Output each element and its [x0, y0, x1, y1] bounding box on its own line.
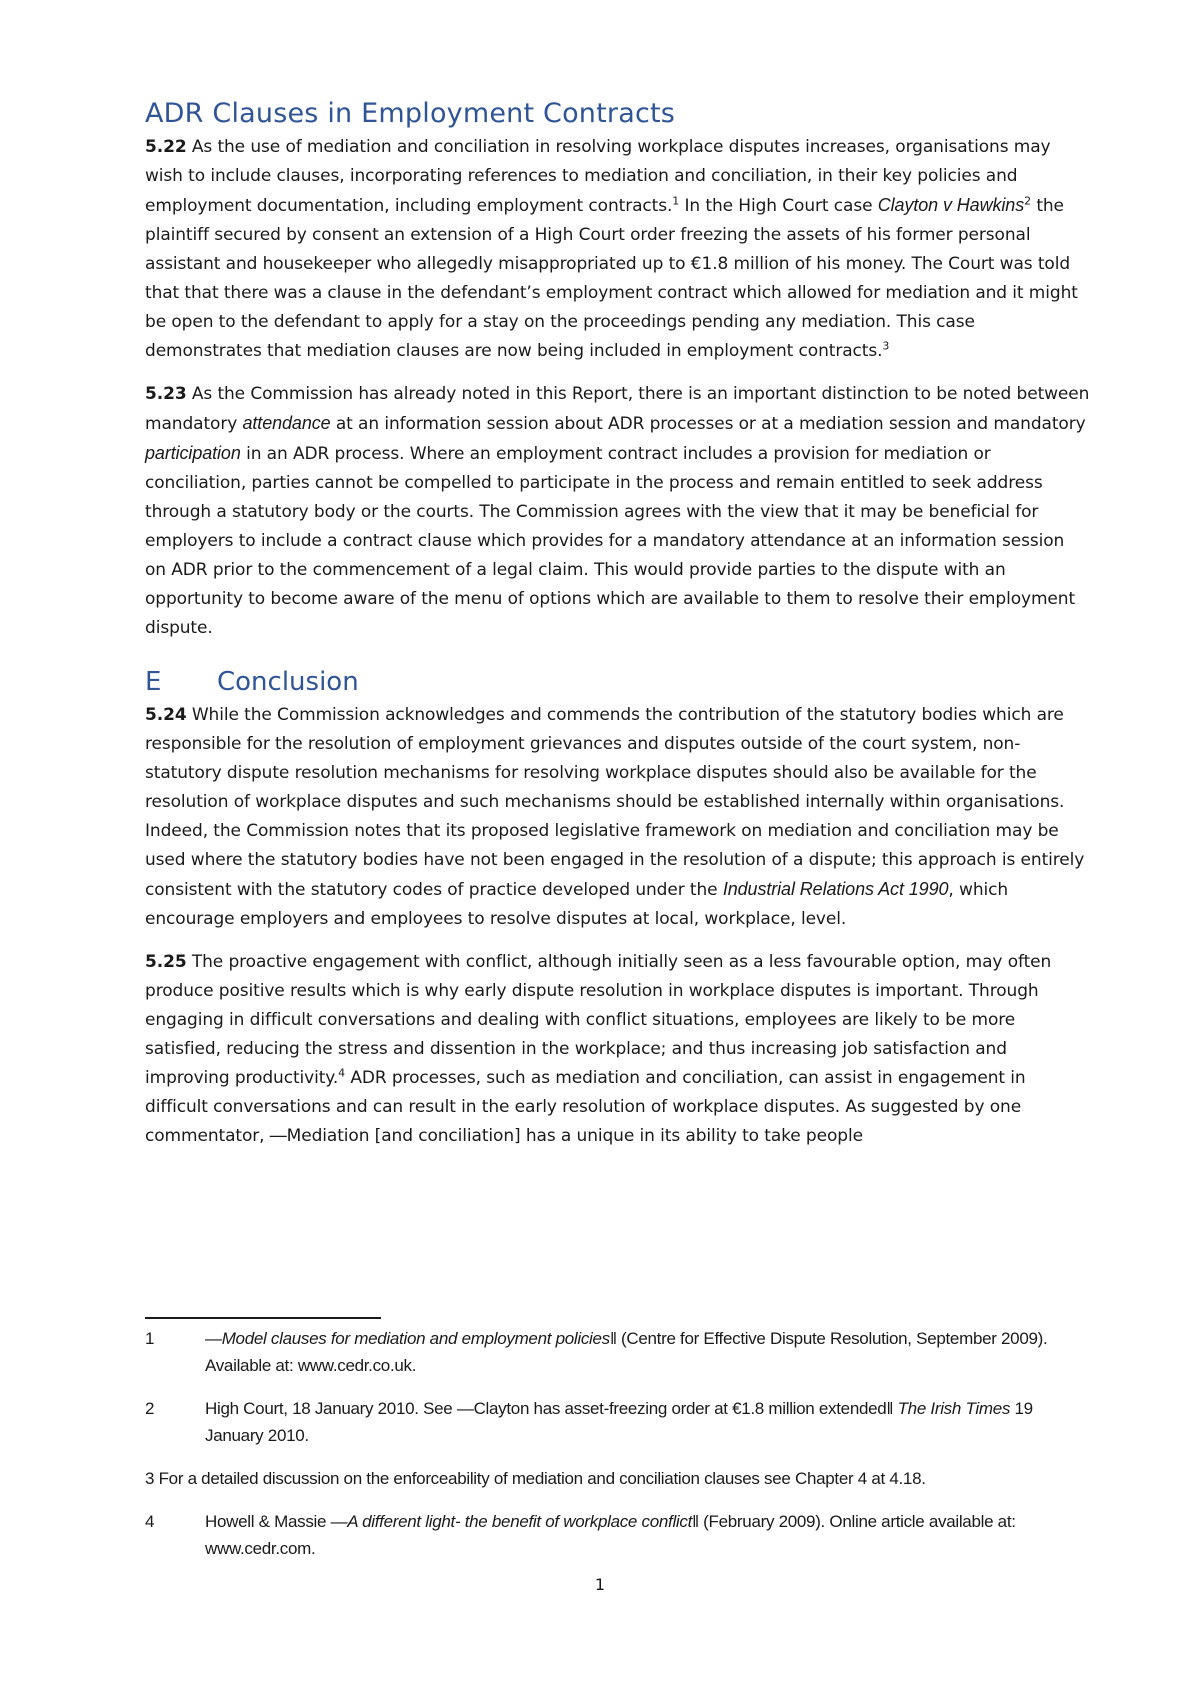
paragraph-text: As the Commission has already noted in this Report, there is an important distinction to be noted between mandatory — [145, 384, 1090, 434]
case-name: Clayton v Hawkins — [877, 195, 1025, 215]
footnote-title: ―Model clauses for mediation and employment policies‖ — [205, 1329, 617, 1348]
footnote-3: 3 For a detailed discussion on the enforceability of mediation and conciliation clauses see Chapter 4 at 4.18. — [145, 1469, 926, 1488]
footnote-text: 19 January 2010. — [205, 1399, 1033, 1445]
footnote-1 — [145, 1325, 1095, 1379]
paragraph-number: 5.25 — [145, 952, 187, 972]
section-letter: E — [145, 667, 162, 697]
section-title: Conclusion — [217, 667, 359, 697]
emphasis-attendance: attendance — [242, 413, 331, 433]
paragraph-5-23 — [145, 380, 1090, 643]
paragraph-text: The proactive engagement with conflict, although initially seen as a less favourable option, may often produce positive results which is why early dispute resolution in workplace disputes is important. Through engaging in difficult conversations and dealing with conflict situations, employees are likely to be more satisfied, reducing the stress and dissention in the workplace; and thus increasing job satisfaction and improving productivity. — [145, 952, 1052, 1088]
footnote-text: (February 2009). Online article available at: www.cedr.com. — [205, 1512, 1016, 1558]
paragraph-text: in an ADR process. Where an employment contract includes a provision for mediation or conciliation, parties cannot be compelled to participate in the process and remain entitled to seek address through a statutory body or the courts. The Commission agrees with the view that it may be beneficial for employers to include a contract clause which provides for a mandatory attendance at an information session on ADR prior to the commencement of a legal claim. This would provide parties to the dispute with an opportunity to become aware of the menu of options which are available to them to resolve their employment dispute. — [145, 444, 1076, 638]
paragraph-5-22 — [145, 133, 1090, 366]
paragraph-text: ADR processes, such as mediation and conciliation, can assist in engagement in difficult conversations and can result in the early resolution of workplace disputes. As suggested by one commentator, ―Mediation [and conciliation] has a unique in its ability to take people — [145, 1068, 1026, 1146]
footnote-number: 4 — [145, 1512, 155, 1531]
paragraph-text: As the use of mediation and conciliation in resolving workplace disputes increases, organisations may wish to include clauses, incorporating references to mediation and conciliation, in their key policies and employment documentation, including employment contracts. — [145, 137, 1051, 216]
section-heading-adr-clauses: ADR Clauses in Employment Contracts — [145, 98, 676, 129]
footnote-text: High Court, 18 January 2010. See ―Clayton has asset-freezing order at €1.8 million extended‖ — [205, 1399, 898, 1418]
act-title: Industrial Relations Act 1990 — [722, 879, 949, 899]
paragraph-number: 5.24 — [145, 705, 187, 725]
footnote-4 — [145, 1508, 1095, 1562]
article-title: ―A different light- the benefit of workplace conflict‖ — [330, 1512, 699, 1531]
emphasis-participation: participation — [145, 443, 241, 463]
footnote-ref-4[interactable]: 4 — [338, 1066, 346, 1080]
footnote-text: (Centre for Effective Dispute Resolution, September 2009). Available at: www.cedr.co.uk. — [205, 1329, 1048, 1375]
footnotes — [145, 1317, 1095, 1578]
section-heading-conclusion — [145, 667, 1090, 697]
paragraph-number: 5.22 — [145, 137, 187, 157]
footnote-2 — [145, 1395, 1095, 1449]
newspaper-title: The Irish Times — [897, 1399, 1011, 1418]
paragraph-text: In the High Court case — [679, 196, 878, 216]
paragraph-5-24 — [145, 701, 1090, 934]
footnote-number: 2 — [145, 1399, 155, 1418]
paragraph-text: at an information session about ADR processes or at a mediation session and mandatory — [330, 414, 1086, 434]
page-number: 1 — [594, 1575, 606, 1594]
paragraph-5-25 — [145, 948, 1090, 1151]
footnote-separator — [145, 1317, 381, 1319]
footnote-text: Howell & Massie — [205, 1512, 331, 1531]
footnote-ref-3[interactable]: 3 — [882, 339, 890, 353]
paragraph-text: the plaintiff secured by consent an extension of a High Court order freezing the assets of his former personal assistant and housekeeper who allegedly misappropriated up to €1.8 million of his money. The Court was told that that there was a clause in the defendant’s employment contract which allowed for mediation and it might be open to the defendant to apply for a stay on the proceedings pending any mediation. This case demonstrates that mediation clauses are now being included in employment contracts. — [145, 196, 1078, 361]
footnote-ref-2[interactable]: 2 — [1024, 194, 1032, 208]
paragraph-number: 5.23 — [145, 384, 187, 404]
paragraph-text: , which encourage employers and employees to resolve disputes at local, workplace, level. — [145, 880, 1009, 929]
paragraph-text: While the Commission acknowledges and commends the contribution of the statutory bodies which are responsible for the resolution of employment grievances and disputes outside of the court system, non-statutory dispute resolution mechanisms for resolving workplace disputes should also be available for the resolution of workplace disputes and such mechanisms should be established internally within organisations. Indeed, the Commission notes that its proposed legislative framework on mediation and conciliation may be used where the statutory bodies have not been engaged in the resolution of a dispute; this approach is entirely consistent with the statutory codes of practice developed under the — [145, 705, 1085, 900]
footnote-ref-1[interactable]: 1 — [672, 194, 680, 208]
footnote-number: 1 — [145, 1329, 155, 1348]
